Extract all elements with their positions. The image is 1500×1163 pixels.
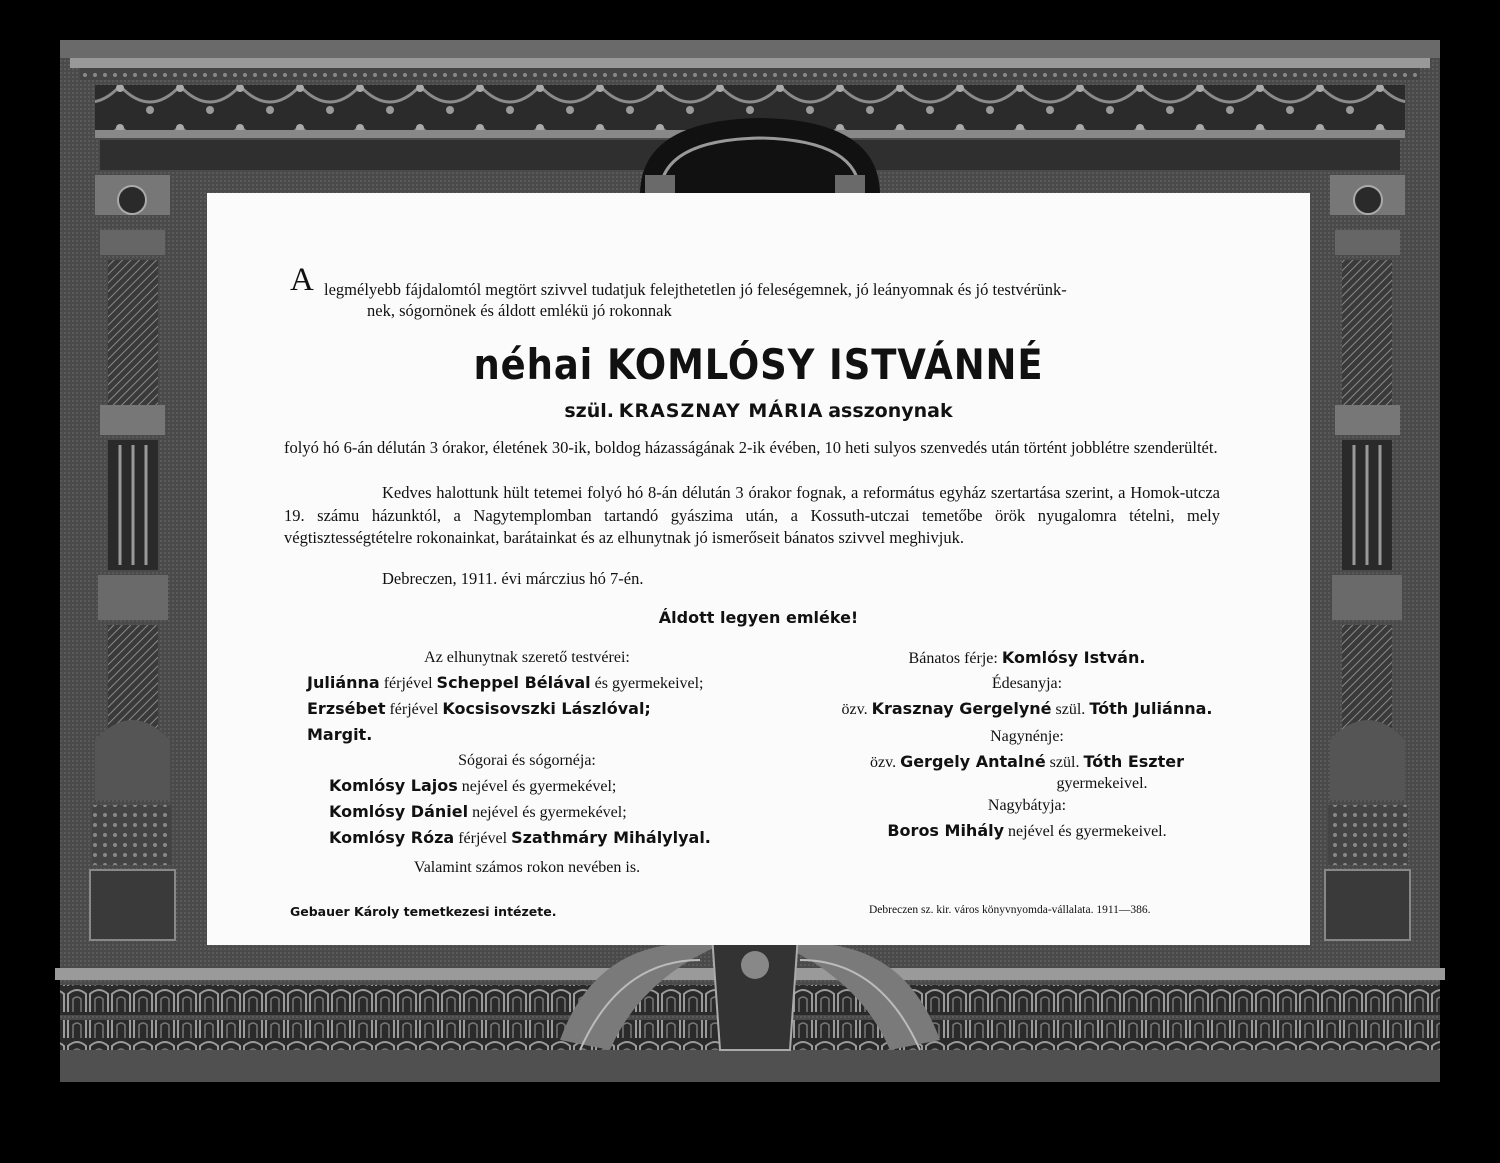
siblings-heading: Az elhunytnak szerető testvérei: — [424, 649, 630, 666]
husband-name: Komlósy István. — [1001, 648, 1146, 667]
husband-label: Bánatos férje: — [908, 650, 998, 667]
deceased-name-heading: néhai KOMLÓSY ISTVÁNNÉ — [473, 340, 1044, 389]
inlaw-name: Komlósy Dániel — [329, 802, 469, 821]
uncle-line — [807, 818, 1247, 844]
mother-heading: Édesanyja: — [991, 675, 1063, 692]
sibling-name: Erzsébet — [307, 699, 386, 718]
mother-line — [807, 696, 1247, 722]
maiden-name-line — [207, 400, 1310, 423]
uncle-name: Boros Mihály — [887, 821, 1005, 840]
closing-line: Valamint számos rokon nevében is. — [413, 859, 641, 876]
aunt-born: szül. — [1049, 754, 1080, 771]
motto: Áldott legyen emléke! — [658, 608, 859, 627]
paragraph-death: folyó hó 6-án délután 3 órakor, életének 30-ik, boldog házasságának 2-ik évében, 10 heti sulyos szenvedés után történt jobblétre szenderültét. — [284, 438, 1218, 457]
inlaw-row — [307, 825, 747, 851]
born-prefix: szül. — [564, 400, 614, 422]
sibling-spouse: Scheppel Bélával — [436, 673, 591, 692]
inlaw-name: Komlósy Lajos — [329, 776, 458, 795]
obituary-sheet — [207, 193, 1310, 945]
opening-line-2: nek, sógornönek és áldott emlékü jó rokonnak — [367, 301, 672, 320]
inlaw-tail: nejével és gyermekével; — [472, 804, 627, 821]
sibling-row — [307, 696, 747, 722]
sibling-relation: férjével — [383, 675, 433, 692]
inlaws-heading: Sógorai és sógornéja: — [458, 752, 596, 769]
drop-cap: A — [290, 262, 314, 298]
mother-born: szül. — [1055, 701, 1086, 718]
place-date: Debreczen, 1911. évi márczius hó 7-én. — [382, 569, 644, 588]
inlaw-name: Komlósy Róza — [329, 828, 455, 847]
sibling-row — [307, 722, 747, 748]
undertaker-credit: Gebauer Károly temetkezesi intézete. — [290, 904, 557, 919]
born-suffix: asszonynak — [828, 400, 953, 422]
opening-line-1: legmélyebb fájdalomtól megtört szivvel tudatjuk felejthetetlen jó feleségemnek, jó leányomnak és jó testvérünk- — [324, 280, 1067, 299]
aunt-line — [807, 749, 1247, 775]
mother-name: Krasznay Gergelyné — [871, 699, 1052, 718]
husband-line — [807, 645, 1247, 671]
sibling-row — [307, 670, 747, 696]
uncle-heading: Nagybátyja: — [987, 797, 1067, 814]
aunt-prefix: özv. — [870, 754, 897, 771]
aunt-name: Gergely Antalné — [900, 752, 1046, 771]
paragraph-funeral: Kedves halottunk hült tetemei folyó hó 8-án délután 3 órakor fognak, a református egyház szertartása szerint, a Homok-utcza 19. számu házunktól, a Nagytemplomban tartandó gyászima után, a Kossuth-utczai temetőbe örök nyugalomra tételni, mely végtisztességtételre rokonainkat, barátainkat és az elhunytnak jó ismerőseit bánatos szivvel meghivjuk. — [284, 483, 1220, 547]
inlaw-tail: nejével és gyermekével; — [461, 778, 617, 795]
inlaw-spouse: Szathmáry Mihálylyal. — [511, 828, 711, 847]
sibling-relation: férjével — [389, 701, 439, 718]
printer-credit: Debreczen sz. kir. város könyvnyomda-vállalata. 1911—386. — [869, 904, 1151, 916]
mother-maiden: Tóth Juliánna. — [1089, 699, 1213, 718]
sibling-name: Margit. — [307, 725, 373, 744]
mother-prefix: özv. — [841, 701, 868, 718]
left-column — [307, 645, 747, 880]
sibling-name: Juliánna — [307, 673, 380, 692]
inlaw-row — [307, 799, 747, 825]
aunt-heading: Nagynénje: — [990, 728, 1064, 745]
sibling-tail: és gyermekeivel; — [594, 675, 704, 692]
maiden-name: KRASZNAY MÁRIA — [618, 400, 824, 422]
inlaw-row — [307, 773, 747, 799]
inlaw-relation: férjével — [458, 830, 508, 847]
aunt-tail: gyermekeivel. — [1056, 775, 1148, 792]
uncle-tail: nejével és gyermekeivel. — [1008, 823, 1167, 840]
aunt-maiden: Tóth Eszter — [1083, 752, 1184, 771]
right-column — [807, 645, 1247, 844]
sibling-spouse: Kocsisovszki Lászlóval; — [442, 699, 651, 718]
